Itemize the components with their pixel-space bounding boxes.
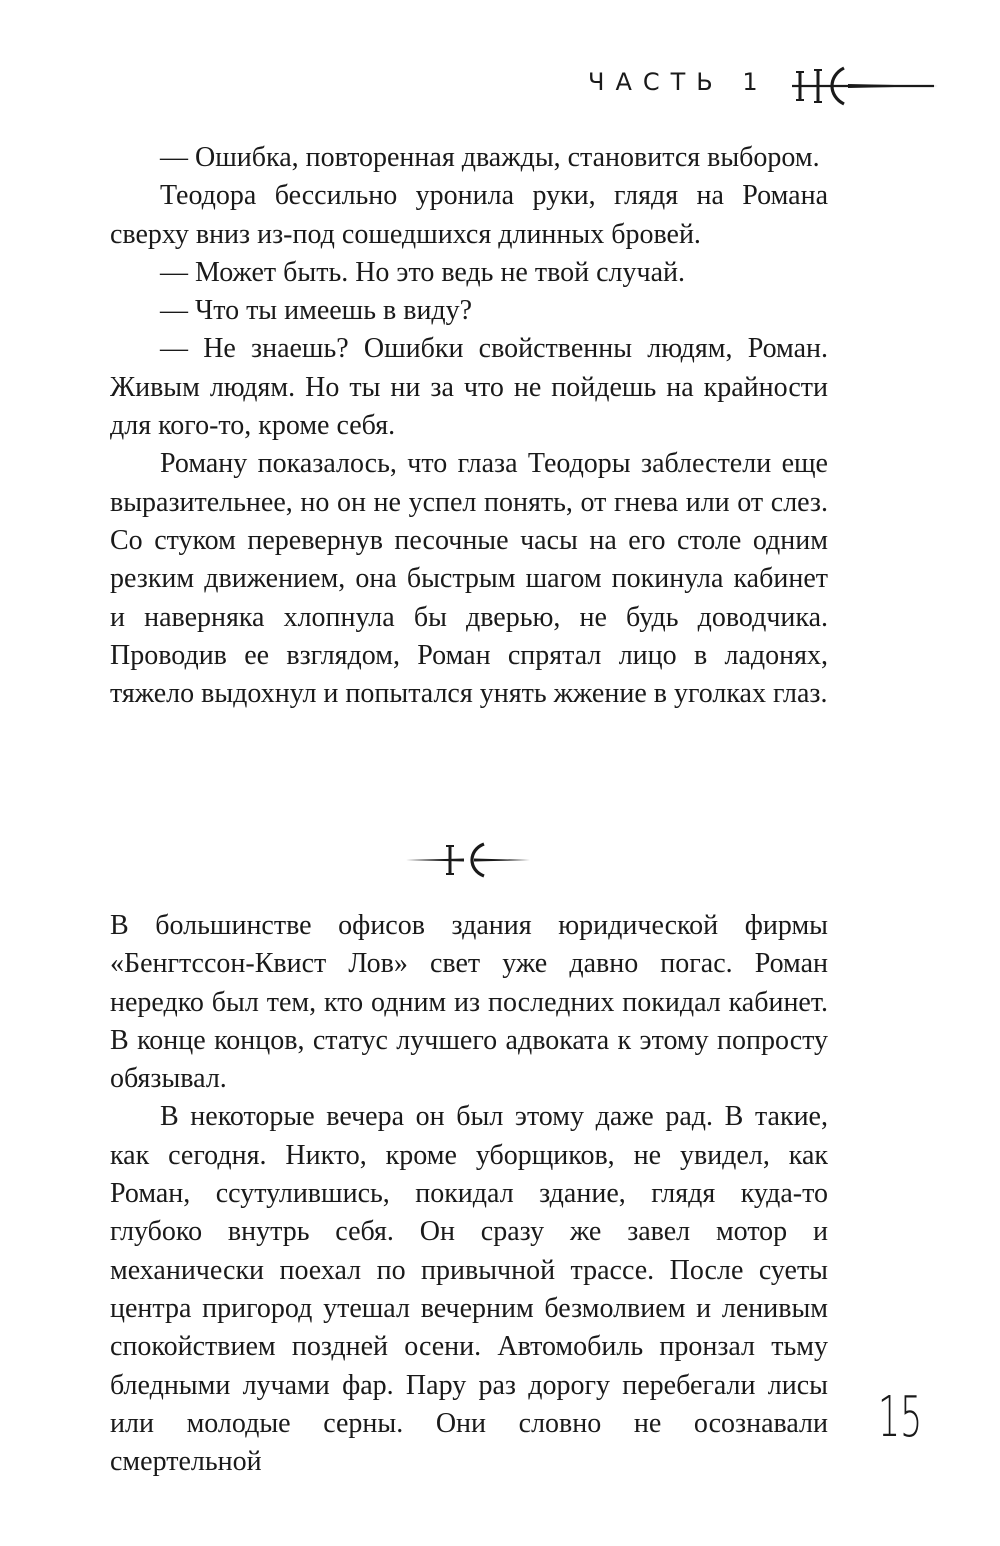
paragraph: Теодора бессильно уронила руки, глядя на Романа сверху вниз из-под сошедшихся длинных бровей. <box>110 180 828 250</box>
paragraph: В некоторые вечера он был этому даже рад. В такие, как сегодня. Никто, кроме уборщиков, не увидел, как Роман, ссутулившись, покидал здание, глядя куда-то глубоко внутрь себя. Он сразу же завел мотор и механически поехал по привычной трассе. После суеты центра пригород утешал вечерним безмолвием и ленивым спокойствием поздней осени. Автомобиль пронзал тьму бледными лучами фар. Пару раз дорогу перебегали лисы или молодые серны. Они словно не осознавали смертельной <box>110 1101 828 1478</box>
paragraph: — Не знаешь? Ошибки свойственны людям, Роман. Живым людям. Но ты ни за что не пойдешь на крайности для кого-то, кроме себя. <box>110 333 828 442</box>
paragraph: — Может быть. Но это ведь не твой случай. <box>160 256 685 288</box>
flourish-ornament-icon <box>788 64 938 108</box>
paragraph: В большинстве офисов здания юридической фирмы «Бенгтссон-Квист Лов» свет уже давно погас. Роман нередко был тем, кто одним из последних покидал кабинет. В конце концов, статус лучшего адвоката к этому попросту обязывал. <box>110 910 828 1095</box>
page-number: 15 <box>878 1385 923 1450</box>
running-header-part: ЧАСТЬ 1 <box>588 68 769 96</box>
flourish-divider-icon <box>404 836 532 884</box>
paragraph: — Что ты имеешь в виду? <box>160 295 473 327</box>
paragraph: Роману показалось, что глаза Теодоры заблестели еще выразительнее, но он не успел понять, от гнева или от слез. Со стуком перевернув песочные часы на его столе одним резким движением, она быстрым шагом покинула кабинет и наверняка хлопнула бы дверью, не будь доводчика. Проводив ее взглядом, Роман спрятал лицо в ладонях, тяжело выдохнул и попытался унять жжение в уголках глаз. <box>110 448 828 710</box>
text-block-bottom <box>110 907 828 1481</box>
text-block-top <box>110 139 828 713</box>
paragraph: — Ошибка, повторенная дважды, становится выбором. <box>160 142 820 173</box>
